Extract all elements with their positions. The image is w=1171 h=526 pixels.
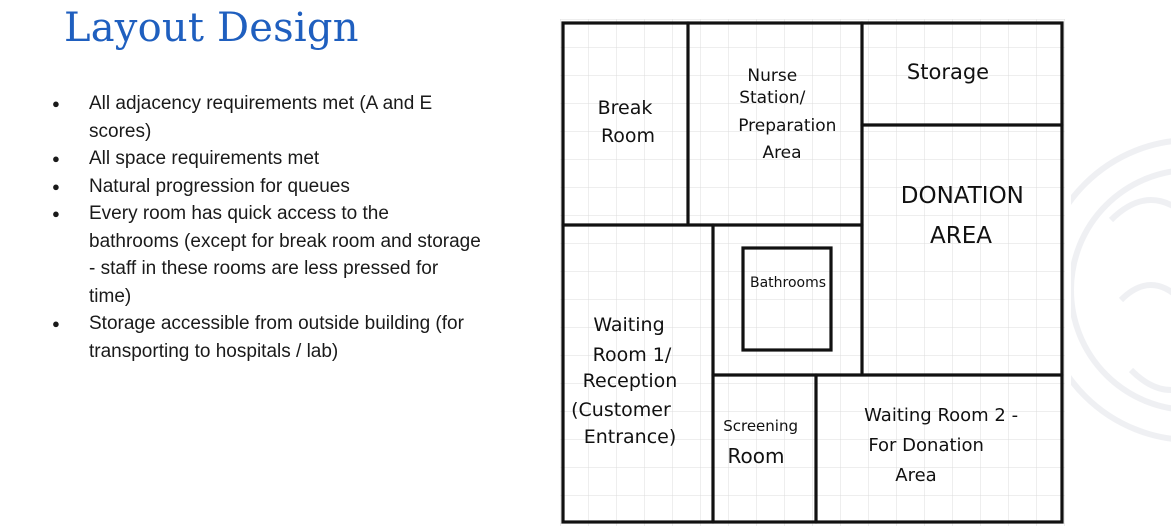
bullet-item: ● Every room has quick access to the bathrooms (except for break room and storage - staff in these rooms are less pressed for time): [52, 200, 482, 310]
room-label-storage: Storage: [906, 60, 990, 84]
floor-plan-svg: [560, 19, 1065, 526]
bullet-item: ● All space requirements met: [52, 145, 482, 173]
room-label-nurse-station: Nurse Station/ Preparation Area: [738, 66, 837, 163]
room-label-break-room: Break Room: [597, 97, 656, 147]
room-label-waiting-room-2: Waiting Room 2 - For Donation Area: [864, 405, 1019, 486]
bullet-list: [52, 90, 482, 365]
seal-watermark: [1071, 70, 1171, 510]
page-title: Layout Design: [64, 5, 359, 51]
room-label-donation-area: DONATION AREA: [900, 183, 1024, 249]
room-label-waiting-room-1: Waiting Room 1/ Reception (Customer Entrance): [571, 314, 678, 448]
floor-plan: [560, 19, 1065, 526]
bullet-item: ● Storage accessible from outside building (for transporting to hospitals / lab): [52, 310, 482, 365]
bullet-item: ● All adjacency requirements met (A and E scores): [52, 90, 482, 145]
room-label-screening-room: Screening Room: [723, 417, 798, 468]
room-label-bathrooms: Bathrooms: [749, 275, 827, 291]
bullet-item: ● Natural progression for queues: [52, 173, 482, 201]
